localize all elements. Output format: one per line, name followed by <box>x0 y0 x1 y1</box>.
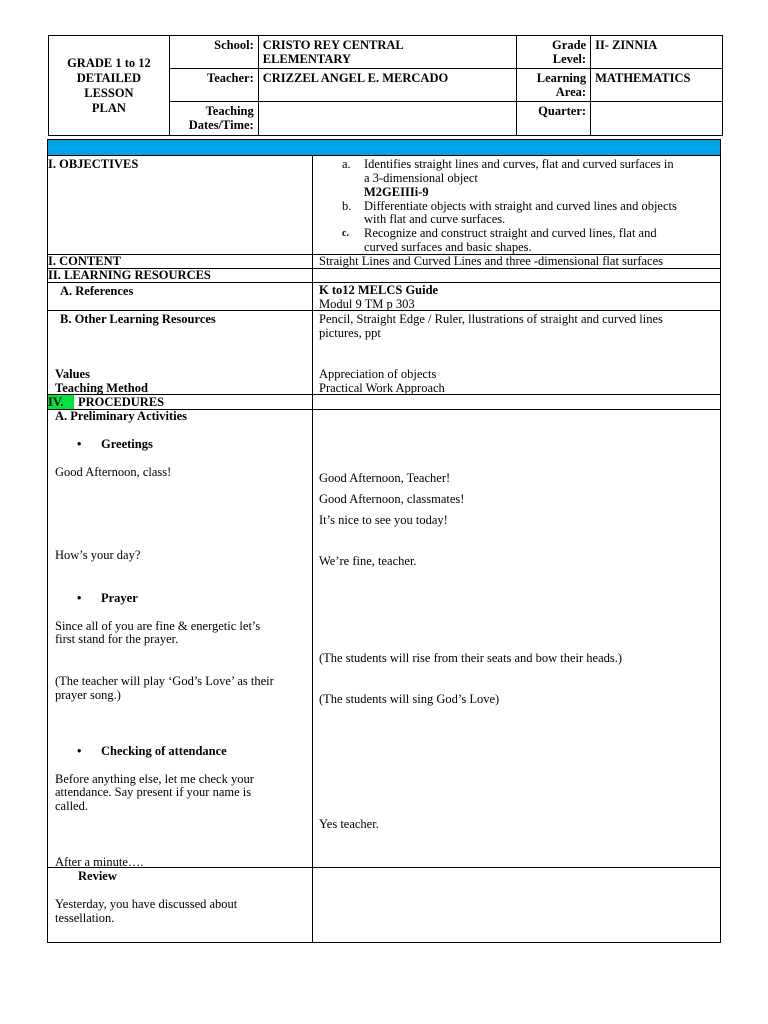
teacher-question: How’s your day? <box>55 548 141 562</box>
teacher-song-line: prayer song.) <box>55 688 121 702</box>
review-line: Yesterday, you have discussed about <box>55 897 238 911</box>
teacher-song-line: (The teacher will play ‘God’s Love’ as their <box>55 674 274 688</box>
grade-label <box>517 36 591 69</box>
quarter-value <box>591 102 723 136</box>
teacher-attendance-line: called. <box>55 799 88 813</box>
grade-label-line: Grade <box>552 38 587 52</box>
objective-c-line: curved surfaces and basic shapes. <box>364 240 532 254</box>
school-value-line: ELEMENTARY <box>262 52 351 66</box>
column-divider <box>312 155 313 943</box>
objective-c-line: Recognize and construct straight and curved lines, flat and <box>364 226 657 240</box>
student-prayer: (The students will rise from their seats and bow their heads.) <box>319 651 623 665</box>
references-title: K to12 MELCS Guide <box>319 283 439 297</box>
header-title-line: LESSON <box>84 85 134 100</box>
quarter-label: Quarter: <box>517 102 591 136</box>
other-resources-line: Pencil, Straight Edge / Ruler, llustrations of straight and curved lines <box>319 312 663 326</box>
content-value: Straight Lines and Curved Lines and three -dimensional flat surfaces <box>319 254 663 268</box>
grade-value: II- ZINNIA <box>591 36 723 69</box>
student-greeting: Good Afternoon, Teacher! <box>319 471 451 485</box>
objective-code: M2GEIIIi-9 <box>364 185 429 199</box>
objective-b-line: with flat and curve surfaces. <box>364 212 506 226</box>
resources-label: II. LEARNING RESOURCES <box>48 268 211 282</box>
school-label: School: <box>169 36 258 69</box>
references-value: Modul 9 TM p 303 <box>319 297 415 311</box>
header-title-line: DETAILED <box>76 70 142 85</box>
other-resources-label: B. Other Learning Resources <box>60 312 216 326</box>
prayer-heading: • Prayer <box>101 591 138 605</box>
attendance-heading: • Checking of attendance <box>101 744 227 758</box>
table-border <box>47 942 721 943</box>
objective-a-marker: a. <box>342 157 351 171</box>
other-resources-line: pictures, ppt <box>319 326 381 340</box>
student-song: (The students will sing God’s Love) <box>319 692 500 706</box>
teacher-prayer-line: Since all of you are fine & energetic let’s <box>55 619 261 633</box>
teacher-prayer-line: first stand for the prayer. <box>55 632 179 646</box>
preliminary-label: A. Preliminary Activities <box>55 409 188 423</box>
values-value: Appreciation of objects <box>319 367 437 381</box>
objective-a-line: a 3-dimensional object <box>364 171 478 185</box>
objective-a-line: Identifies straight lines and curves, flat and curved surfaces in <box>364 157 674 171</box>
references-label: A. References <box>60 284 134 298</box>
after-minute: After a minute…. <box>55 855 144 869</box>
area-label <box>517 69 591 102</box>
student-greeting: Good Afternoon, classmates! <box>319 492 465 506</box>
row-rule <box>47 867 721 868</box>
dates-label-line: Dates/Time: <box>188 118 254 132</box>
header-title-cell <box>49 36 170 136</box>
header-title-line: PLAN <box>91 100 126 115</box>
student-answer: We’re fine, teacher. <box>319 554 417 568</box>
area-label-line: Area: <box>555 85 587 99</box>
objective-b-marker: b. <box>342 199 352 213</box>
school-value <box>258 36 516 69</box>
blue-band <box>48 140 720 155</box>
teacher-attendance-line: attendance. Say present if your name is <box>55 785 252 799</box>
greetings-heading: • Greetings <box>101 437 153 451</box>
procedures-number: IV. <box>48 395 64 409</box>
objective-c-marker: c. <box>342 228 349 239</box>
header-title-line: GRADE 1 to 12 <box>67 55 151 70</box>
teacher-greeting: Good Afternoon, class! <box>55 465 172 479</box>
row-rule <box>47 155 721 156</box>
grade-label-line: Level: <box>552 52 587 66</box>
header-table <box>48 35 723 136</box>
student-greeting: It’s nice to see you today! <box>319 513 448 527</box>
review-heading: Review <box>78 869 117 883</box>
content-label: I. CONTENT <box>48 254 121 268</box>
teacher-value: CRIZZEL ANGEL E. MERCADO <box>258 69 516 102</box>
table-border <box>47 139 721 140</box>
student-attendance: Yes teacher. <box>319 817 379 831</box>
teacher-label: Teacher: <box>169 69 258 102</box>
values-label: Values <box>55 367 90 381</box>
objectives-label: I. OBJECTIVES <box>48 157 139 171</box>
area-label-line: Learning <box>536 71 587 85</box>
dates-label <box>169 102 258 136</box>
method-value: Practical Work Approach <box>319 381 445 395</box>
dates-value <box>258 102 516 136</box>
school-value-line: CRISTO REY CENTRAL <box>262 38 404 52</box>
teacher-attendance-line: Before anything else, let me check your <box>55 772 254 786</box>
area-value: MATHEMATICS <box>591 69 723 102</box>
objective-b-line: Differentiate objects with straight and curved lines and objects <box>364 199 677 213</box>
procedures-label: PROCEDURES <box>78 395 165 409</box>
dates-label-line: Teaching <box>205 104 254 118</box>
table-border <box>720 139 721 943</box>
method-label: Teaching Method <box>55 381 148 395</box>
review-line: tessellation. <box>55 911 115 925</box>
